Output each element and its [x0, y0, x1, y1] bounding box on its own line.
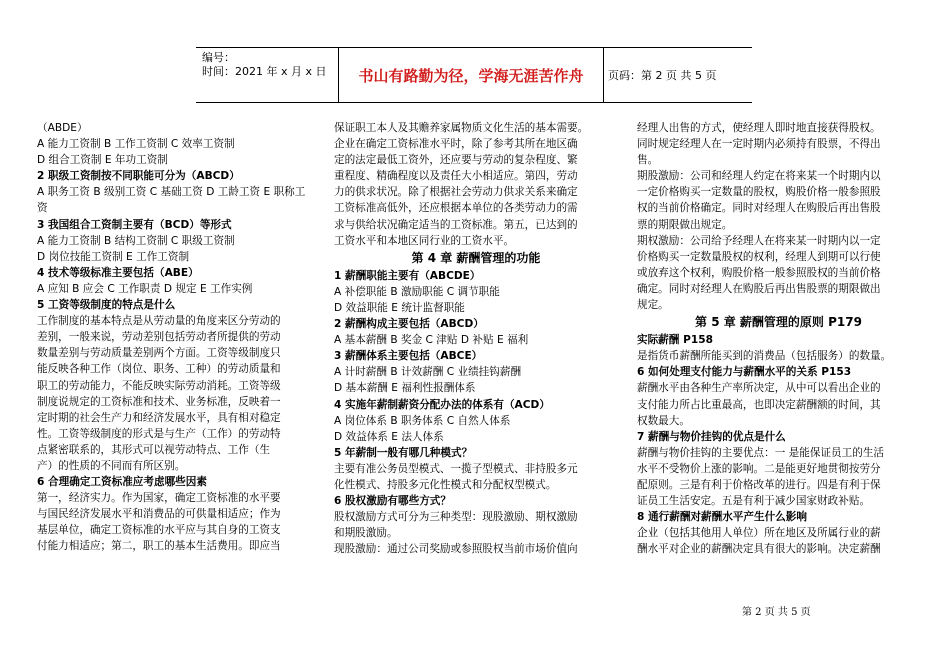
- text-line: 能反映各种工作（岗位、职务、工种）的劳动质量和: [37, 363, 281, 376]
- text-line: 和期股激励。: [334, 527, 398, 540]
- question-heading: 实际薪酬 P158: [637, 334, 713, 347]
- question-heading: 3 我国组合工资制主要有（BCD）等形式: [37, 218, 232, 231]
- column-right: [637, 120, 920, 557]
- text-line: 期权激励：公司给予经理人在将来某一时期内以一定: [637, 234, 881, 247]
- text-line: A 岗位体系 B 职务体系 C 自然人体系: [334, 414, 511, 427]
- text-line: 经理人出售的方式，使经理人即时地直接获得股权。: [637, 122, 881, 134]
- text-line: 薪酬与物价挂钩的主要优点：一 是能保证员工的生活: [637, 446, 885, 459]
- text-line: 主要有准公务员型模式、一揽子型模式、非持股多元: [334, 462, 578, 475]
- text-line: 酬水平对企业的薪酬决定具有很大的影响。决定薪酬: [637, 543, 881, 556]
- text-line: 价格购买一定数量股权的权利，经理人到期可以行使: [637, 250, 881, 263]
- text-line: 点紧密联系的，其形式可以视劳动特点、工作（生: [37, 443, 271, 456]
- text-line: 差别，一般来说，劳动差别包括劳动者所提供的劳动: [37, 331, 281, 344]
- text-line: 付能力相适应；第二，职工的基本生活费用。即应当: [37, 540, 281, 553]
- text-line: 一定价格购买一定数量的股权，购股价格一般参照股: [637, 186, 881, 199]
- text-line: 水平不受物价上涨的影响。二是能更好地贯彻按劳分: [637, 462, 881, 475]
- text-line: 工作制度的基本特点是从劳动量的角度来区分劳动的: [37, 315, 281, 328]
- question-heading: 4 实施年薪制薪资分配办法的体系有（ACD）: [334, 398, 550, 411]
- question-heading: 4 技术等级标准主要包括（ABE）: [37, 266, 199, 279]
- text-line: D 效益体系 E 法人体系: [334, 430, 444, 443]
- text-line: A 应知 B 应会 C 工作职责 D 规定 E 工作实例: [37, 282, 253, 295]
- question-heading: 5 工资等级制度的特点是什么: [37, 299, 176, 312]
- question-heading: 2 职级工资制按不同职能可分为（ABCD）: [37, 170, 240, 183]
- text-line: 工资水平和本地区同行业的工资水平。: [334, 234, 515, 247]
- text-line: 股权激励方式可分为三种类型：现股激励、期权激励: [334, 511, 578, 524]
- number-label: 编号：: [202, 51, 235, 64]
- text-line: 职工的劳动能力，不能反映实际劳动消耗。工资等级: [37, 379, 281, 392]
- text-line: 工资标准高低外，还应根据本单位的各类劳动力的需: [334, 202, 578, 215]
- text-line: D 组合工资制 E 年功工资制: [37, 154, 168, 167]
- text-line: 企业在确定工资标准水平时，除了参考其所在地区确: [334, 138, 578, 151]
- text-line: D 岗位技能工资制 E 工作工资制: [37, 250, 190, 263]
- text-line: 或放弃这个权利，购股价格一般参照股权的当前价格: [637, 266, 881, 279]
- question-heading: 6 如何处理支付能力与薪酬水平的关系 P153: [637, 366, 852, 379]
- text-line: 规定。: [637, 299, 669, 312]
- question-heading: 5 年薪制一般有哪几种模式？: [334, 446, 473, 459]
- text-line: 现股激励：通过公司奖励或参照股权当前市场价值向: [334, 543, 578, 556]
- text-line: 定的法定最低工资外，还应要与劳动的复杂程度、繁: [334, 154, 578, 167]
- column-middle: [334, 120, 618, 557]
- text-line: 权的当前价格确定。同时对经理人在购股后再出售股: [637, 202, 881, 215]
- text-line: 基层单位，确定工资标准的水平应与其自身的工资支: [37, 524, 281, 537]
- question-heading: 7 薪酬与物价挂钩的优点是什么: [637, 430, 786, 443]
- text-line: D 基本薪酬 E 福利性报酬体系: [334, 382, 476, 395]
- text-line: A 计时薪酬 B 计效薪酬 C 业绩挂钩薪酬: [334, 366, 522, 379]
- text-line: A 能力工资制 B 工作工资制 C 效率工资制: [37, 138, 235, 151]
- question-heading: 6 股权激励有哪些方式？: [334, 495, 451, 508]
- text-line: 资: [37, 202, 48, 215]
- text-line: 支付能力所占比重最高，也即决定薪酬额的时间，其: [637, 398, 881, 411]
- question-heading: 6 合理确定工资标准应考虑哪些因素: [37, 476, 207, 489]
- page-label: 页码：第 2 页 共 5 页: [608, 69, 717, 82]
- text-line: 期股激励：公司和经理人约定在将来某一个时期内以: [637, 170, 881, 183]
- text-line: A 补偿职能 B 激励职能 C 调节职能: [334, 285, 500, 298]
- text-line: 力的供求状况。除了根据社会劳动力供求关系来确定: [334, 186, 578, 199]
- text-line: 性。工资等级制度的形式是与生产（工作）的劳动特: [37, 427, 281, 440]
- text-line: A 基本薪酬 B 奖金 C 津贴 D 补贴 E 福利: [334, 334, 529, 347]
- text-line: 薪酬水平由各种生产率所决定，从中可以看出企业的: [637, 382, 881, 395]
- text-line: 制度说规定的工资标准和技术、业务标准，反映着一: [37, 395, 281, 408]
- text-line: A 职务工资 B 级别工资 C 基础工资 D 工龄工资 E 职称工: [37, 186, 306, 199]
- question-heading: 3 薪酬体系主要包括（ABCE）: [334, 350, 483, 363]
- text-line: 与国民经济发展水平和消费品的可供量相适应；作为: [37, 508, 281, 521]
- time-label: 时间：2021 年 x 月 x 日: [202, 65, 327, 78]
- text-line: 产）的性质的不同而有所区别。: [37, 459, 186, 472]
- text-line: 保证职工本人及其赡养家属物质文化生活的基本需要。: [334, 122, 589, 134]
- text-line: 定时期的社会生产力和经济发展水平，具有相对稳定: [37, 411, 281, 424]
- page-footer: 第 2 页 共 5 页: [742, 607, 811, 618]
- text-line: 重程度、精确程度以及责任大小相适应。第四，劳动: [334, 170, 578, 183]
- chapter-heading: 第 5 章 薪酬管理的原则 P179: [695, 315, 862, 330]
- text-line: 证员工生活安定。五是有利于减少国家财政补贴。: [637, 495, 871, 508]
- text-line: A 能力工资制 B 结构工资制 C 职级工资制: [37, 234, 235, 247]
- header-meta: [196, 48, 339, 102]
- text-line: 权数最大。: [637, 414, 690, 427]
- text-line: 同时规定经理人在一定时期内必须持有股票，不得出: [637, 138, 881, 151]
- column-left: [37, 120, 320, 555]
- text-line: 求与供给状况确定适当的工资标准。第五，已达到的: [334, 218, 578, 231]
- text-line: 是指货币薪酬所能买到的消费品（包括服务）的数量。: [637, 350, 892, 363]
- text-line: 售。: [637, 154, 659, 167]
- text-line: D 效益职能 E 统计监督职能: [334, 301, 465, 314]
- header-slogan: 书山有路勤为径，学海无涯苦作舟: [339, 48, 604, 102]
- text-line: （ABDE）: [37, 122, 88, 134]
- text-line: 配原则。三是有利于价格改革的进行。四是有利于保: [637, 478, 881, 491]
- question-heading: 2 薪酬构成主要包括（ABCD）: [334, 318, 484, 331]
- text-line: 确定。同时对经理人在购股后再出售股票的期限做出: [637, 282, 881, 295]
- chapter-heading: 第 4 章 薪酬管理的功能: [411, 250, 541, 265]
- text-line: 企业（包括其他用人单位）所在地区及所属行业的薪: [637, 527, 881, 540]
- page-header: [196, 47, 752, 103]
- text-line: 数量差别与劳动质量差别两个方面。工资等级制度只: [37, 347, 281, 360]
- text-line: 第一，经济实力。作为国家，确定工资标准的水平要: [37, 492, 281, 505]
- question-heading: 8 通行薪酬对薪酬水平产生什么影响: [637, 511, 807, 524]
- text-line: 化性模式、持股多元化性模式和分配权型模式。: [334, 478, 557, 491]
- question-heading: 1 薪酬职能主要有（ABCDE）: [334, 269, 481, 282]
- text-line: 票的期限做出规定。: [637, 218, 733, 231]
